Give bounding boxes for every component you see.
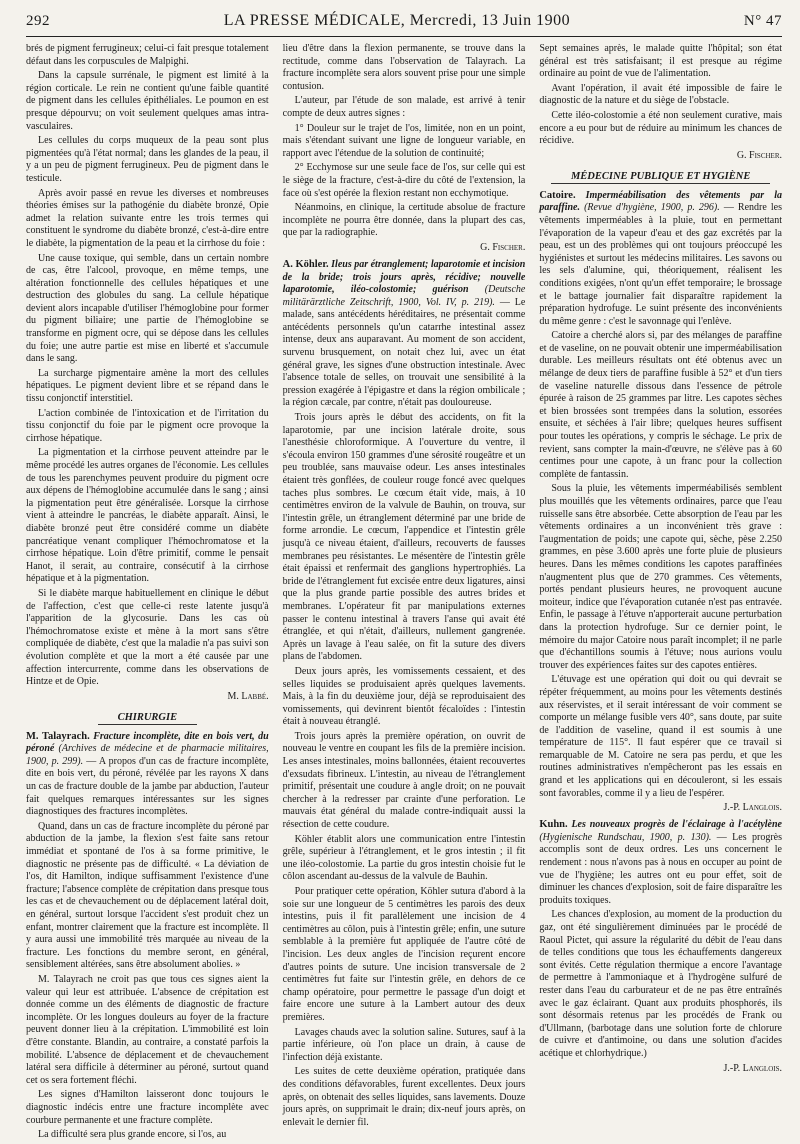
section-heading-text: CHIRURGIE [98, 712, 198, 725]
column-3 [539, 43, 782, 1144]
section-heading-hygiene [539, 171, 782, 184]
paragraph: La difficulté sera plus grande encore, si l'os, au [38, 1129, 227, 1141]
article-title: Imperméabilisation des vêtements par la paraffine. [539, 189, 782, 214]
paragraph: L'auteur, par l'étude de son malade, est arrivé à tenir compte de deux autres signes : [282, 95, 526, 119]
article-author: Kuhn. [539, 819, 568, 831]
article-title: Fracture incomplète, dite en bois vert, du péroné [26, 730, 269, 755]
journal-title: LA PRESSE MÉDICALE, Mercredi, 13 Juin 1900 [223, 12, 571, 29]
article-source: (Deutsche militärärztliche Zeitschrift, 1900, Vol. IV, p. 219). [282, 284, 526, 308]
article-source: (Hygienische Rundschau, 1900, p. 130). [539, 831, 712, 843]
paragraph: Sept semaines après, le malade quitte l'hôpital; son état général est très satisfaisant; il est presque au régime ordinaire au point de vue de l'alimentation. [539, 43, 782, 80]
paragraph: L'étuvage est une opération qui doit ou qui devrait se répéter fréquemment, au moins pour les vêtements destinés aux réservistes, et il serait intéressant de voir comment se comporte un mélange fusible vers 40°, sans doute, par suite de l'addition de vaseline, quand il est soumis à une température de 115°. Il faut espérer que ce travail si remarquable de M. Catoire ne sera pas perdu, et que les routines administratives n'empêcheront pas les essais en grand et les applications qui en découleront, si les essais sont favorables, comme il y a lieu de l'espérer. [539, 674, 782, 799]
page-header [26, 12, 782, 30]
paragraph: Catoire a cherché alors si, par des mélanges de paraffine et de vaseline, on ne pouvait obtenir une imperméabilisation durable. Les meilleurs résultats ont été obtenus avec un mélange de deux tiers de paraffine fusible à 52° et d'un tiers de vaseline naturelle dissous dans l'essence de pétrole épurée à raison de 25 grammes par litre. Les capotes sèches et bien brossées sont trempées dans la solution, essorées ensuite, et séchées à l'air libre; quelques heures suffisent pour toutes les opérations, y compris le séchage. Le prix de revient, sans compter la main-d'œuvre, ne s'élève pas à 60 centimes pour une capote, à un franc pour la collection complète de fantassin. [539, 330, 782, 480]
article-title: Ileus par étranglement; laparotomie et incision de la bride; trois jours après, récidive; nouvelle laparotomie, iléo-colostomie; guérison [282, 258, 526, 296]
article-author: Catoire. [539, 189, 576, 201]
section-heading-text: MÉDECINE PUBLIQUE ET HYGIÈNE [551, 171, 770, 184]
author-signature: J.-P. Langlois. [723, 802, 782, 814]
paragraph: Les chances d'explosion, au moment de la production du gaz, ont été singulièrement diminuées par le procédé de Raoul Pictet, qui assure la régularité du débit de l'eau dans de telles conditions que tous les échauffements dangereux sont évités. Cette régulation thermique a encore l'avantage de permettre à l'ammoniaque et à l'hydrogène sulfuré de rester dans l'eau du carburateur et de ne pas être entraînés avec le gaz éclairant. Quant aux produits phosphorés, ils sont désormais retenus par les procédés de Frank ou d'Ullmann, (barbotage dans une solution forte de chlorure de cuivre et d'antimoine, ou dans une solution d'acides acétique et chlorhydrique.) [539, 909, 782, 1059]
article-header-catoire [539, 190, 782, 329]
article-lead: — Les progrès accomplis sont de deux ordres. Les uns concernent le rendement : nous n'avons pas à nous en occuper au point de vue de l'hygiène; les autres ont eu pour effet, soit de diminuer les chances d'explosion, soit de faire disparaître les produits toxiques. [539, 831, 782, 906]
article-source: (Archives de médecine et de pharmacie militaires, 1900, p. 299). [26, 743, 269, 767]
article-header-talayrach [26, 731, 269, 819]
article-header-kuhn [539, 819, 782, 907]
section-heading-chirurgie [26, 712, 269, 725]
paragraph: Les signes d'Hamilton laisseront donc toujours le diagnostic indécis entre une fracture incomplète avec courbure permanente et une fracture complète. [26, 1089, 269, 1126]
paragraph: Köhler établit alors une communication entre l'intestin grêle, supérieur à l'étranglement, et le gros intestin ; il fit une iléo-colostomie. La partie du gros intestin choisie fut le côlon ascendant au-dessus de la valvule de Bauhin. [282, 833, 526, 883]
text-columns [26, 43, 783, 1141]
paragraph: Dans la capsule surrénale, le pigment est limité à la région corticale. Le rein ne contient qu'une faible quantité de pigment dans les cellules épithéliales. Le poumon en est presque dépourvu; on voit seulement quelques amas intra-vasculaires. [26, 70, 269, 132]
page-number: 292 [26, 13, 50, 29]
header-rule [26, 36, 782, 37]
article-lead: — Le malade, sans antécédents héréditaires, ne présentait comme antécédents personnels qu'un catarrhe intestinal assez intense, deux ans auparavant. Au moment de son accident, survenu brusquement, on notait chez lui, avec un état général grave, les signes d'une obstruction intestinale. Avec l'absence totale de selles, on trouvait une sensibilité à la pression exagérée à l'épigastre et dans la région ombilicale ; la région cæcale, par contre, n'était pas douloureuse. [282, 296, 526, 409]
paragraph: Si le diabète marque habituellement en clinique le début de l'affection, c'est que celle-ci reste latente jusqu'à l'apparition de la glycosurie. Dans les cas où l'hémochromatose existe et mène à la mort sans s'être compliquée de diabète, c'est que la maladie n'a pas suivi son évolution complète et que la mort a été causée par une affection intercurrente, comme dans les observations de Hintze et de Opie. [26, 587, 269, 688]
issue-number: N° 47 [743, 13, 782, 29]
column-1 [26, 43, 269, 1144]
author-signature: M. Labbé. [227, 690, 269, 702]
article-lead: — A propos d'un cas de fracture incomplète, dite en bois vert, du péroné, révélée par les rayons X dans un cas de fracture double de la jambe par abduction, l'auteur fait quelques remarques intéressantes sur les signes diagnostiques des fractures incomplètes. [26, 755, 269, 818]
author-signature: G. Fischer. [480, 241, 526, 253]
paragraph: L'action combinée de l'intoxication et de l'irritation du tissu conjonctif du foie par le pigment ocre provoque la cirrhose hépatique. [26, 407, 269, 444]
paragraph: Trois jours après la première opération, on ouvrit de nouveau le ventre en coupant les fils de la première incision. Les anses intestinales, moins ballonnées, étaient recouvertes d'exsudats fibrineux. L'intestin, au niveau de l'étranglement primitif, présentait une coudure à angle droit; on ne pouvait chercher à la redresser par crainte d'une perforation. Le mauvais état général du malade contre-indiquait aussi la résection de cette coudure. [282, 730, 526, 831]
paragraph: 2° Ecchymose sur une seule face de l'os, sur celle qui est le siège de la fracture, c'est-à-dire du côté de l'extension, la face où s'est opérée la flexion restant non ecchymotique. [282, 162, 526, 199]
article-title: Les nouveaux progrès de l'éclairage à l'acétylène [571, 819, 783, 831]
paragraph: Trois jours après le début des accidents, on fit la laparotomie, par une incision latérale droite, sous l'anesthésie chloroformique. A l'ouverture du ventre, il s'écoula environ 150 grammes d'une sérosité rougeâtre et un peu troublée, sans mauvaise odeur. Les anses intestinales étaient très gonflées, de couleur rouge foncé avec quelques taches plus sombres. Le cœcum était vide, mais, à 10 centimètres environ de la valvule de Bauhin, on trouva, sur l'intestin grêle, un étranglement déterminé par une bride de forme arrondie. Le cœcum, l'appendice et l'intestin grêle jusqu'à ce niveau étaient, d'ailleurs, recouverts de fausses membranes peu résistantes. Le mésentère de l'intestin grêle était épaissi et renfermait des ganglions hypertrophiés. La bride de l'étranglement fut excisée entre deux ligatures, ainsi que la plus grande partie possible des autres brides et membranes. L'opérateur fit par manipulations externes passer le contenu intestinal à travers l'anse qui avait été étranglée, et qui n'était, d'ailleurs, nullement gangrenée. Après un lavage à l'eau salée, on fit la suture des divers plans de l'abdomen. [282, 412, 526, 663]
paragraph: 1° Douleur sur le trajet de l'os, limitée, non en un point, mais s'étendant suivant une ligne de longueur variable, en rapport avec l'étendue de la solution de continuité; [282, 122, 526, 159]
paragraph: Quand, dans un cas de fracture incomplète du péroné par abduction de la jambe, la flexion s'est faite sans retour immédiat et spontané de l'os à sa forme primitive, le diagnostic ne présente pas de difficulté. « La déviation de l'os, dit Hamilton, indique suffisamment l'existence d'une fracture; l'absence complète de crépitation dans presque tous les cas et de chevauchement ou de déplacement latéral doit, en général, surtout lorsque l'accident s'est produit chez un enfant, montrer clairement que la fracture est incomplète. Il y aura aussi une immobilité très marquée au niveau de la fracture. Les fonctions du membre seront, en général, sensiblement altérées, sans être absolument abolies. » [26, 820, 269, 971]
paragraph: Cette iléo-colostomie a été non seulement curative, mais encore a eu pour but de réduire au minimum les chances de récidive. [539, 109, 782, 147]
paragraph: Sous la pluie, les vêtements imperméabilisés semblent plus mouillés que les vêtements ordinaires, parce que l'eau ruisselle sans être absorbée. Cette absorption de l'eau par les vêtements ordinaires a un inconvénient très grave : l'augmentation de poids; une capote qui, sèche, pèse 2.250 grammes, en pèse 3.600 après une forte pluie de plusieurs heures. Dans les mêmes conditions les capotes paraffinées n'augmentent plus que de 270 grammes. Ces vêtements, portés pendant plusieurs heures, ne provoquent aucune moiteur, indice que l'évaporation cutanée n'est pas entravée. Enfin, le passage à l'étuve n'apporterait aucune perturbation dans la protection hydrofuge. Sur ce dernier point, le mémoire du major Catoire nous paraît incomplet; il ne parle que d'échantillons soumis à l'étuve; nous aurions voulu trouver des expériences faites sur des capotes entières. [539, 483, 782, 671]
paragraph: Après avoir passé en revue les diverses et nombreuses théories émises sur la pathogénie du diabète bronzé, Opie admet la relation suivante entre les trois termes qui constituent le syndrome du diabète bronzé, c'est-à-dire entre le diabète, la pigmentation de la peau et la cirrhose du foie : [26, 187, 269, 249]
article-header-kohler [283, 259, 526, 410]
paragraph: lieu d'être dans la flexion permanente, se trouve dans la rectitude, comme dans l'observation de Talayrach. La fracture incomplète sera alors souvent prise pour une simple contusion. [282, 43, 526, 92]
author-signature: J.-P. Langlois. [723, 1062, 782, 1074]
article-author: M. Talayrach. [26, 730, 90, 742]
paragraph: Les suites de cette deuxième opération, pratiquée dans des conditions défavorables, furent excellentes. Deux jours après, on obtenait des selles liquides, sans lavements. Douze jours après, on supprimait le drain; dix-neuf jours après, on enlevait le dernier fil. [282, 1066, 526, 1128]
paragraph: Les cellules du corps muqueux de la peau sont plus pigmentées qu'à l'état normal; dans les glandes de la peau, il y a un peu de pigment ferrugineux. Peu de pigment dans le testicule. [26, 135, 269, 184]
paragraph: brés de pigment ferrugineux; celui-ci fait presque totalement défaut dans les corpuscules de Malpighi. [26, 43, 269, 67]
article-author: A. Köhler. [282, 258, 329, 270]
paragraph: Avant l'opération, il avait été impossible de faire le diagnostic de la nature et du siège de l'obstacle. [539, 82, 782, 107]
column-2 [283, 43, 526, 1144]
paragraph: Néanmoins, en clinique, la certitude absolue de fracture incomplète ne pourra être donnée, dans la plupart des cas, que par la radiographie. [282, 202, 526, 239]
article-source: (Revue d'hygiène, 1900, p. 296). [584, 202, 720, 214]
paragraph: Lavages chauds avec la solution saline. Sutures, sauf à la partie inférieure, où l'on place un drain, à cause de l'infection déjà existante. [282, 1026, 526, 1063]
paragraph: La pigmentation et la cirrhose peuvent atteindre par le même procédé les autres organes de l'économie. Les cellules de tous les parenchymes peuvent produire du pigment ocre aux dépens de l'hémoglobine accumulée dans le sang ; ainsi la pigmentation peut être généralisée. Lorsque la cirrhose vient à atteindre le pancréas, le diabète apparaît. Ainsi, le diabète bronzé peut être considéré comme un diabète pancréatique venant compliquer l'hémochromatose et la cirrhose hépatique. Loin d'être primitif, comme le pensait Hanot, il serait, au contraire, consécutif à la cirrhose hépatique et à la pigmentation. [26, 447, 269, 585]
paragraph: Pour pratiquer cette opération, Köhler sutura d'abord à la soie sur une longueur de 5 centimètres les parois des deux intestins, puis il fit parallèlement une incision de 4 centimètres au côlon, puis à l'intestin grêle; enfin, une suture semblable à la première fut appliquée de l'autre côté de l'incision. Les deux angles de l'incision reçurent encore d'autres points de suture. Une incision transversale de 2 centimètres fut faite sur l'intestin grêle, en dehors de ce champ opératoire, pour permettre le passage d'un doigt et faire encore une suture à la Lambert autour des deux premières. [282, 886, 526, 1023]
article-lead: — Rendre les vêtements imperméables à la pluie, tout en permettant l'évaporation de la vapeur d'eau et des gaz excrétés par la peau, est un des problèmes qui ont toujours préoccupé les hygiénistes et surtout les médecins militaires. Les savons ou les sels d'alumine, qui, théoriquement, réalisent les conditions exigées, n'ont qu'un effet temporaire; le brossage et le battage journalier fait disparaître rapidement la préparation hydrofuge. Le suint présente des inconvénients du même genre : c'est le savonnage qui l'enlève. [539, 202, 783, 327]
paragraph: Une cause toxique, qui semble, dans un certain nombre de cas, être l'alcool, provoque, en même temps, une altération fonctionnelle des cellules hépatiques et une destruction des globules du sang. La cellule hépatique devient alors incapable d'utiliser l'hémoglobine pour former du pigment biliaire; une partie de l'hémoglobine se transforme en pigment ocre, qui se dépose dans les cellules du foie; une autre partie est mise en liberté et s'accumule dans le sang. [26, 252, 269, 365]
paragraph: La surcharge pigmentaire amène la mort des cellules hépatiques. Le pigment devient libre et se répand dans le tissu conjonctif interstitiel. [26, 367, 269, 405]
author-signature: G. Fischer. [736, 149, 782, 161]
paragraph: Deux jours après, les vomissements cessaient, et des selles liquides se produisaient après quelques lavements. Mais, à la fin du deuxième jour, déjà se reproduisaient des vomissements, qui devinrent bientôt fécaloïdes : l'intestin était à nouveau étranglé. [282, 665, 526, 728]
paragraph: M. Talayrach ne croit pas que tous ces signes aient la valeur qui leur est attribuée. L'absence de crépitation est donnée comme un des éléments de diagnostic de fracture incomplète. Or les longues douleurs au foyer de la fracture peuvent donner lieu à la crépitation. L'immobilité est loin d'être constante. Blandin, au contraire, a constaté parfois la mobilité. L'absence de déplacement et de chevauchement latéral sera difficile à déterminer au péroné, surtout quand cet os sera fortement fléchi. [26, 973, 269, 1086]
